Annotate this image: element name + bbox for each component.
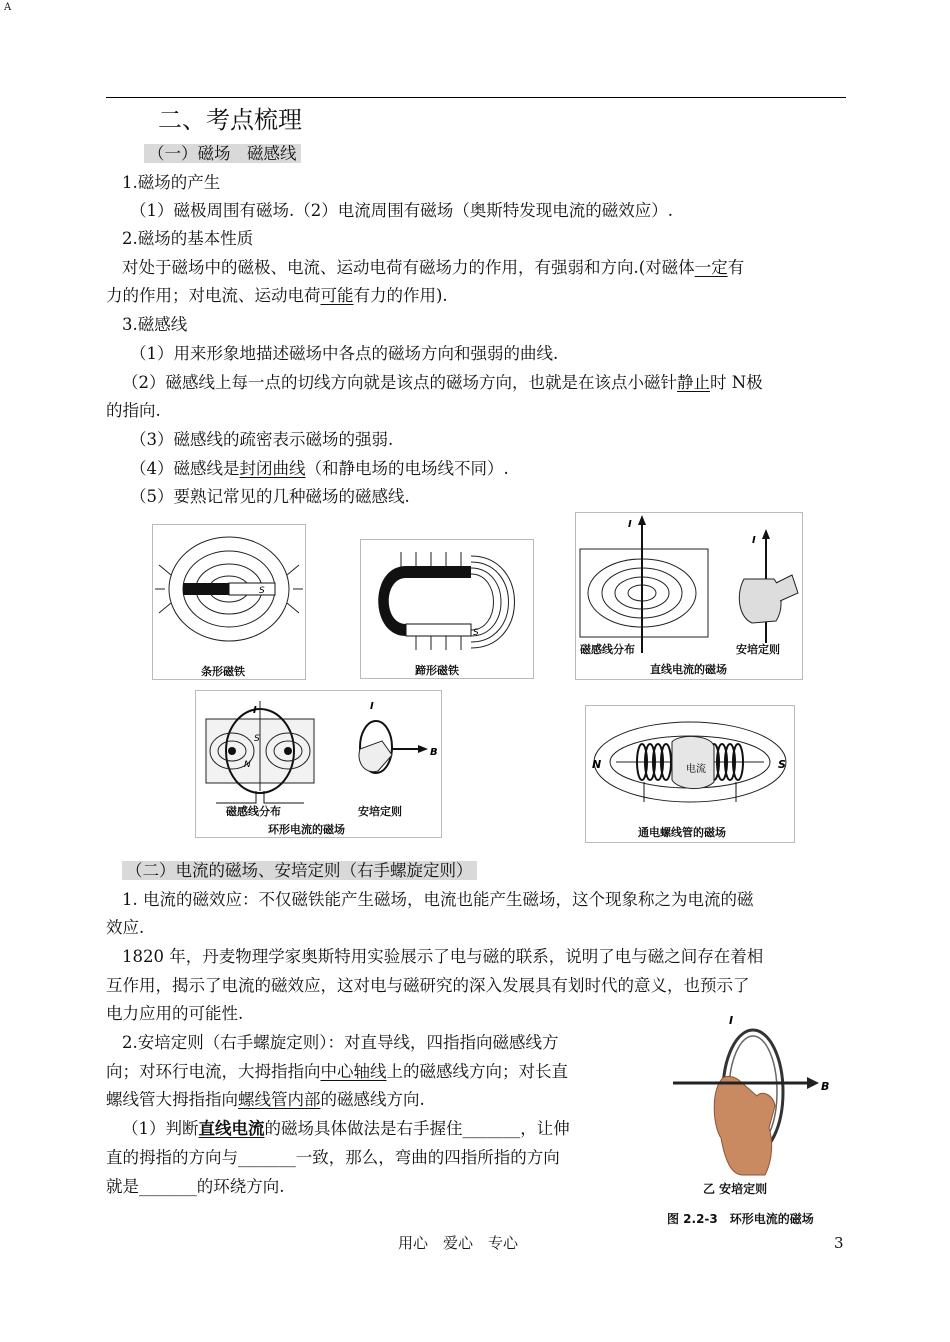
ring-caption: 环形电流的磁场: [268, 823, 345, 836]
para-15: 1820 年，丹麦物理学家奥斯特用实验展示了电与磁的联系，说明了电与磁之间存在着相: [122, 947, 764, 966]
ring-B-label: B: [430, 747, 438, 758]
header-rule: [106, 97, 846, 98]
ring-I-label: I: [253, 705, 257, 716]
ampere-I-label: I: [752, 535, 756, 546]
ampere-rule-photo: [661, 1010, 837, 1232]
para-7: （1）用来形象地描述磁场中各点的磁场方向和强弱的曲线.: [130, 344, 559, 363]
solenoid-s-label: S: [778, 758, 786, 771]
para-2: （1）磁极周围有磁场.（2）电流周围有磁场（奥斯特发现电流的磁效应）.: [130, 201, 673, 220]
para-23: 就是_______的环绕方向.: [106, 1177, 285, 1196]
page-number: 3: [834, 1234, 844, 1252]
para-8: （2）磁感线上每一点的切线方向就是该点的磁场方向，也就是在该点小磁针静止时 N极: [122, 373, 763, 392]
solenoid-figure: [585, 705, 795, 843]
para-10: （3）磁感线的疏密表示磁场的强弱.: [130, 430, 394, 449]
straight-dist-caption: 磁感线分布: [580, 643, 635, 656]
solenoid-caption: 通电螺线管的磁场: [638, 826, 726, 839]
para-5: 力的作用；对电流、运动电荷可能有力的作用).: [106, 286, 448, 305]
photo-caption-1: 乙 安培定则: [703, 1182, 768, 1196]
para-19: 向；对环行电流，大拇指指向中心轴线上的磁感线方向；对长直: [106, 1062, 568, 1081]
photo-B-label: B: [821, 1080, 830, 1093]
solenoid-current-label: 电流: [686, 764, 706, 775]
para-14: 效应.: [106, 918, 145, 937]
ring-dist-caption: 磁感线分布: [226, 805, 281, 818]
para-1: 1.磁场的产生: [122, 173, 221, 192]
subsection-heading-1: （一）磁场 磁感线: [144, 144, 301, 164]
page-footer: 用心 爱心 专心: [398, 1234, 519, 1252]
para-9: 的指向.: [106, 401, 161, 420]
bar-s-label: S: [259, 586, 265, 596]
corner-mark: A: [4, 2, 12, 13]
bar-magnet-figure: [152, 524, 306, 680]
ring-current-figure: [195, 690, 442, 838]
para-22: 直的拇指的方向与_______一致，那么，弯曲的四指所指的方向: [106, 1148, 560, 1167]
para-21: （1）判断直线电流的磁场具体做法是右手握住_______，让伸: [122, 1119, 570, 1138]
para-6: 3.磁感线: [122, 315, 188, 334]
subsection-heading-2: （二）电流的磁场、安培定则（右手螺旋定则）: [122, 861, 477, 881]
para-11: （4）磁感线是封闭曲线（和静电场的电场线不同）.: [130, 459, 509, 478]
para-12: （5）要熟记常见的几种磁场的磁感线.: [130, 487, 410, 506]
para-3: 2.磁场的基本性质: [122, 229, 254, 248]
para-20: 螺线管大拇指指向螺线管内部的磁感线方向.: [106, 1090, 425, 1109]
horseshoe-s-label: S: [473, 628, 479, 638]
section-title: 二、考点梳理: [158, 106, 302, 134]
ring-ampere-caption: 安培定则: [358, 805, 402, 818]
bar-magnet-caption: 条形磁铁: [201, 665, 245, 678]
ring-s-label: S: [254, 734, 260, 744]
photo-I-label: I: [729, 1014, 734, 1027]
straight-caption: 直线电流的磁场: [650, 663, 727, 676]
para-16: 互作用，揭示了电流的磁效应，这对电与磁研究的深入发展具有划时代的意义，也预示了: [106, 976, 750, 995]
horseshoe-magnet-caption: 蹄形磁铁: [415, 664, 459, 677]
para-18: 2.安培定则（右手螺旋定则）：对直导线，四指指向磁感线方: [122, 1033, 559, 1052]
para-13: 1. 电流的磁效应：不仅磁铁能产生磁场，电流也能产生磁场，这个现象称之为电流的磁: [122, 890, 754, 909]
horseshoe-magnet-figure: [360, 539, 534, 679]
solenoid-n-label: N: [592, 758, 602, 771]
straight-current-figure: [575, 512, 803, 680]
para-17: 电力应用的可能性.: [106, 1004, 244, 1023]
para-4: 对处于磁场中的磁极、电流、运动电荷有磁场力的作用，有强弱和方向.(对磁体一定有: [122, 258, 745, 277]
photo-caption-2: 图 2.2-3 环形电流的磁场: [667, 1212, 814, 1226]
ring-n-label: N: [244, 760, 251, 770]
ring-ampere-I-label: I: [370, 701, 374, 712]
straight-I-label: I: [628, 519, 632, 530]
straight-ampere-caption: 安培定则: [736, 643, 780, 656]
